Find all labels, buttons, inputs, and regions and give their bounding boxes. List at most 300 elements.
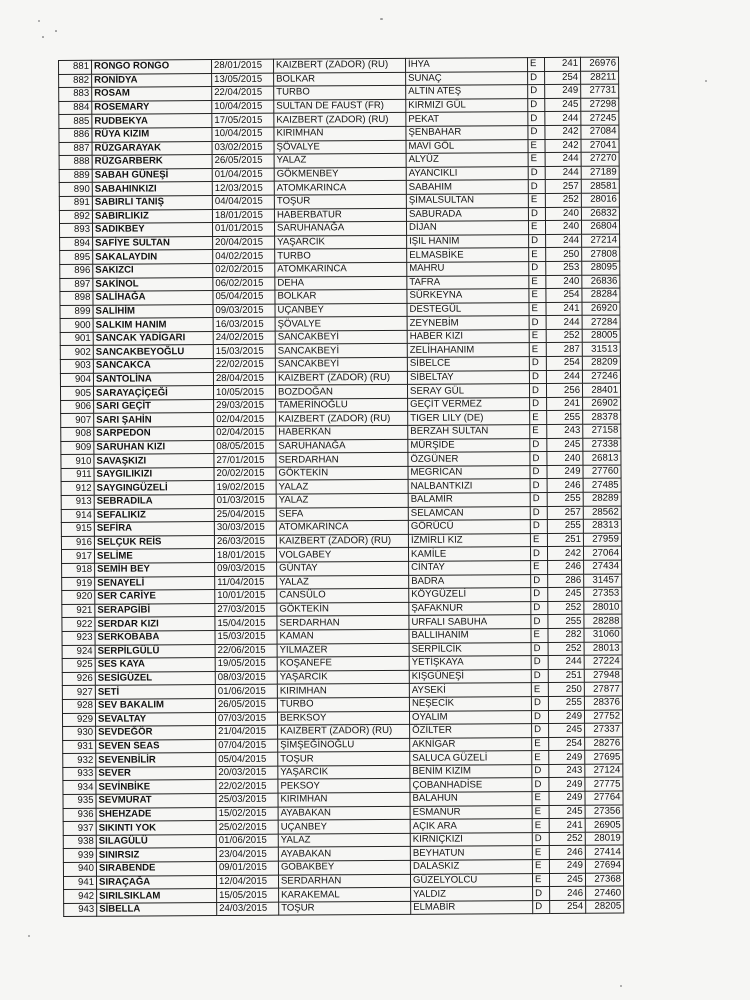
dam-name-cell: MÜRŞİDE <box>408 438 530 452</box>
row-number-cell: 934 <box>63 781 96 795</box>
horse-name-cell: SELÇUK REİS <box>94 535 214 549</box>
dam-name-cell: SÜRKEYNA <box>407 289 529 303</box>
dam-name-cell: YETİŞKAYA <box>409 656 531 670</box>
value-1-cell: 255 <box>547 411 583 425</box>
birth-date-cell: 02/02/2015 <box>213 263 275 277</box>
dam-name-cell: İHYA <box>405 58 527 72</box>
row-number-cell: 883 <box>59 87 92 101</box>
scan-speck <box>620 985 622 987</box>
horse-name-cell: SEFALIKIZ <box>94 508 214 522</box>
sex-code-cell: D <box>531 574 548 588</box>
value-2-cell: 28019 <box>585 832 623 846</box>
birth-date-cell: 04/02/2015 <box>213 249 275 263</box>
value-1-cell: 245 <box>548 587 584 601</box>
sex-code-cell: E <box>530 425 547 439</box>
value-2-cell: 27948 <box>584 669 622 683</box>
sire-name-cell: TURBO <box>275 249 407 263</box>
sire-name-cell: KIRIMHAN <box>277 684 409 698</box>
sex-code-cell: E <box>531 560 548 574</box>
sire-name-cell: GÖKMENBEY <box>274 167 406 181</box>
value-2-cell: 28401 <box>582 383 620 397</box>
value-2-cell: 28562 <box>583 506 621 520</box>
value-2-cell: 26976 <box>580 57 618 71</box>
sire-name-cell: YILMAZER <box>277 643 409 657</box>
sex-code-cell: D <box>530 438 547 452</box>
birth-date-cell: 18/01/2015 <box>212 209 274 223</box>
birth-date-cell: 22/06/2015 <box>215 644 277 658</box>
value-1-cell: 245 <box>545 98 581 112</box>
birth-date-cell: 10/04/2015 <box>212 127 274 141</box>
sex-code-cell: D <box>533 887 550 901</box>
horse-name-cell: SES KAYA <box>95 658 215 672</box>
value-2-cell: 31513 <box>582 343 620 357</box>
value-1-cell: 249 <box>548 710 584 724</box>
row-number-cell: 936 <box>63 808 96 822</box>
scan-speck <box>38 20 40 22</box>
row-number-cell: 929 <box>62 713 95 727</box>
horse-name-cell: SABAH GÜNEŞİ <box>92 168 212 182</box>
row-number-cell: 891 <box>59 196 92 210</box>
row-number-cell: 882 <box>59 74 92 88</box>
value-1-cell: 243 <box>547 424 583 438</box>
dam-name-cell: BALAHUN <box>410 792 532 806</box>
sex-code-cell: D <box>530 452 547 466</box>
dam-name-cell: PEKAT <box>406 112 528 126</box>
sex-code-cell: E <box>532 846 549 860</box>
birth-date-cell: 25/02/2015 <box>216 820 278 834</box>
value-1-cell: 253 <box>546 261 582 275</box>
value-1-cell: 249 <box>549 751 585 765</box>
sex-code-cell: E <box>528 139 545 153</box>
value-1-cell: 251 <box>547 533 583 547</box>
value-2-cell: 27694 <box>585 859 623 873</box>
horse-name-cell: SAKIZCI <box>93 263 213 277</box>
sex-code-cell: E <box>532 737 549 751</box>
sire-name-cell: GÖKTEKİN <box>276 466 408 480</box>
value-1-cell: 250 <box>546 248 582 262</box>
birth-date-cell: 15/03/2015 <box>215 630 277 644</box>
horse-name-cell: SABIRLI TANIŞ <box>92 195 212 209</box>
value-2-cell: 27752 <box>584 710 622 724</box>
sex-code-cell: D <box>531 669 548 683</box>
value-1-cell: 241 <box>547 397 583 411</box>
sex-code-cell: D <box>532 778 549 792</box>
value-2-cell: 27485 <box>583 478 621 492</box>
dam-name-cell: AÇIK ARA <box>410 819 532 833</box>
dam-name-cell: BERZAH SULTAN <box>408 425 530 439</box>
row-number-cell: 887 <box>59 142 92 156</box>
dam-name-cell: KAMİLE <box>408 547 530 561</box>
sire-name-cell: YALAZ <box>278 833 410 847</box>
horse-name-cell: SEVDEĞÖR <box>96 726 216 740</box>
birth-date-cell: 03/02/2015 <box>212 141 274 155</box>
row-number-cell: 941 <box>63 876 96 890</box>
sire-name-cell: ŞÖVALYE <box>275 317 407 331</box>
value-1-cell: 245 <box>549 723 585 737</box>
horse-name-cell: SARUHAN KIZI <box>94 440 214 454</box>
sire-name-cell: UÇANBEY <box>278 820 410 834</box>
horse-name-cell: SARPEDON <box>94 427 214 441</box>
birth-date-cell: 21/04/2015 <box>216 725 278 739</box>
horse-name-cell: SARAYAÇİÇEĞİ <box>93 386 213 400</box>
dam-name-cell: BENİM KIZIM <box>410 764 532 778</box>
dam-name-cell: KIŞGÜNEŞİ <box>409 669 531 683</box>
value-1-cell: 256 <box>546 384 582 398</box>
row-number-cell: 924 <box>62 645 95 659</box>
value-1-cell: 249 <box>545 84 581 98</box>
scan-speck <box>42 36 44 38</box>
dam-name-cell: HABER KIZI <box>407 330 529 344</box>
row-number-cell: 898 <box>60 291 93 305</box>
sex-code-cell: D <box>530 479 547 493</box>
sex-code-cell: D <box>528 112 545 126</box>
value-1-cell: 249 <box>549 859 585 873</box>
value-1-cell: 240 <box>547 452 583 466</box>
value-2-cell: 27731 <box>581 84 619 98</box>
birth-date-cell: 25/03/2015 <box>216 793 278 807</box>
dam-name-cell: KIRNIÇKIZI <box>410 832 532 846</box>
birth-date-cell: 20/03/2015 <box>216 766 278 780</box>
dam-name-cell: MAHRU <box>407 262 529 276</box>
sex-code-cell: D <box>530 520 547 534</box>
scan-speck <box>380 18 383 20</box>
row-number-cell: 925 <box>62 658 95 672</box>
dam-name-cell: YALDIZ <box>411 887 533 901</box>
horse-registry-table <box>58 57 624 918</box>
birth-date-cell: 09/03/2015 <box>213 304 275 318</box>
sire-name-cell: SULTAN DE FAUST (FR) <box>274 99 406 113</box>
row-number-cell: 914 <box>61 509 94 523</box>
horse-name-cell: SEMİH BEY <box>95 563 215 577</box>
dam-name-cell: ELMABİR <box>411 900 533 914</box>
value-1-cell: 255 <box>548 615 584 629</box>
sire-name-cell: TURBO <box>277 697 409 711</box>
sire-name-cell: ŞÖVALYE <box>274 140 406 154</box>
value-1-cell: 252 <box>549 832 585 846</box>
sex-code-cell: D <box>529 357 546 371</box>
row-number-cell: 893 <box>59 223 92 237</box>
dam-name-cell: GEÇİT VERMEZ <box>408 397 530 411</box>
row-number-cell: 935 <box>63 794 96 808</box>
value-2-cell: 27877 <box>584 682 622 696</box>
horse-name-cell: SINIRSIZ <box>96 848 216 862</box>
sex-code-cell: E <box>532 805 549 819</box>
value-2-cell: 28289 <box>583 492 621 506</box>
row-number-cell: 940 <box>63 862 96 876</box>
value-2-cell: 27434 <box>584 560 622 574</box>
birth-date-cell: 15/05/2015 <box>217 888 279 902</box>
dam-name-cell: ZEYNEBİM <box>407 316 529 330</box>
row-number-cell: 942 <box>64 889 97 903</box>
horse-name-cell: ROSEMARY <box>92 100 212 114</box>
value-2-cell: 26832 <box>581 207 619 221</box>
row-number-cell: 938 <box>63 835 96 849</box>
row-number-cell: 932 <box>63 754 96 768</box>
value-2-cell: 27124 <box>585 764 623 778</box>
birth-date-cell: 25/04/2015 <box>214 508 276 522</box>
row-number-cell: 909 <box>61 441 94 455</box>
horse-name-cell: SANCAKBEYOĞLU <box>93 345 213 359</box>
sire-name-cell: GÖKTEKİN <box>277 602 409 616</box>
sire-name-cell: TOŞUR <box>278 752 410 766</box>
birth-date-cell: 11/04/2015 <box>215 576 277 590</box>
sire-name-cell: YAŞARCIK <box>277 670 409 684</box>
sex-code-cell: E <box>529 289 546 303</box>
birth-date-cell: 20/02/2015 <box>214 467 276 481</box>
sire-name-cell: KAIZBERT (ZADOR) (RU) <box>273 58 405 72</box>
row-number-cell: 933 <box>63 767 96 781</box>
sire-name-cell: SANCAKBEYİ <box>275 357 407 371</box>
row-number-cell: 881 <box>59 60 92 74</box>
sex-code-cell: D <box>528 166 545 180</box>
horse-name-cell: SERPİLGÜLÜ <box>95 644 215 658</box>
birth-date-cell: 10/04/2015 <box>212 100 274 114</box>
value-1-cell: 246 <box>550 887 586 901</box>
sex-code-cell: E <box>528 221 545 235</box>
birth-date-cell: 09/01/2015 <box>216 861 278 875</box>
birth-date-cell: 27/01/2015 <box>214 453 276 467</box>
dam-name-cell: ZELİHAHANIM <box>407 343 529 357</box>
value-2-cell: 28205 <box>586 900 624 914</box>
sex-code-cell: E <box>529 329 546 343</box>
dam-name-cell: İZMİRLİ KIZ <box>408 533 530 547</box>
sire-name-cell: YALAZ <box>277 575 409 589</box>
horse-name-cell: SELİME <box>94 549 214 563</box>
value-1-cell: 254 <box>550 900 586 914</box>
value-1-cell: 244 <box>545 152 581 166</box>
birth-date-cell: 01/06/2015 <box>216 834 278 848</box>
dam-name-cell: SERPİLCİK <box>409 642 531 656</box>
horse-name-cell: SERDAR KIZI <box>95 617 215 631</box>
row-number-cell: 888 <box>59 155 92 169</box>
row-number-cell: 931 <box>63 740 96 754</box>
sex-code-cell: D <box>529 384 546 398</box>
value-1-cell: 245 <box>549 805 585 819</box>
sex-code-cell: D <box>531 615 548 629</box>
sex-code-cell: D <box>530 506 547 520</box>
value-2-cell: 27808 <box>582 247 620 261</box>
value-1-cell: 255 <box>547 492 583 506</box>
sex-code-cell: D <box>533 900 550 914</box>
sire-name-cell: YAŞARCIK <box>278 765 410 779</box>
value-1-cell: 257 <box>547 506 583 520</box>
row-number-cell: 928 <box>62 699 95 713</box>
dam-name-cell: BEYHATUN <box>410 846 532 860</box>
value-1-cell: 246 <box>548 560 584 574</box>
sex-code-cell: D <box>530 465 547 479</box>
birth-date-cell: 28/04/2015 <box>213 372 275 386</box>
sire-name-cell: TOŞUR <box>274 194 406 208</box>
sire-name-cell: TOŞUR <box>279 901 411 915</box>
value-1-cell: 241 <box>544 57 580 71</box>
sire-name-cell: GOBAKBEY <box>278 860 410 874</box>
sex-code-cell: D <box>532 724 549 738</box>
dam-name-cell: ŞENBAHAR <box>406 126 528 140</box>
sire-name-cell: KAMAN <box>277 629 409 643</box>
value-2-cell: 27460 <box>586 886 624 900</box>
horse-name-cell: SERAPGİBİ <box>95 603 215 617</box>
sire-name-cell: AYABAKAN <box>278 806 410 820</box>
dam-name-cell: BALAMİR <box>408 493 530 507</box>
value-2-cell: 27064 <box>583 546 621 560</box>
birth-date-cell: 20/04/2015 <box>213 236 275 250</box>
value-1-cell: 282 <box>548 628 584 642</box>
sire-name-cell: SEFA <box>276 507 408 521</box>
horse-name-cell: SABIRLIKIZ <box>92 209 212 223</box>
birth-date-cell: 27/03/2015 <box>215 603 277 617</box>
value-1-cell: 245 <box>547 438 583 452</box>
horse-name-cell: SEV BAKALIM <box>95 698 215 712</box>
sire-name-cell: BERKSOY <box>277 711 409 725</box>
birth-date-cell: 13/05/2015 <box>212 73 274 87</box>
row-number-cell: 910 <box>61 455 94 469</box>
sire-name-cell: CANSÜLO <box>277 589 409 603</box>
horse-name-cell: RUDBEKYA <box>92 114 212 128</box>
value-1-cell: 242 <box>547 547 583 561</box>
dam-name-cell: ALYÜZ <box>406 153 528 167</box>
sex-code-cell: E <box>532 792 549 806</box>
dam-name-cell: SALUCA GÜZELİ <box>410 751 532 765</box>
dam-name-cell: NALBANTKIZI <box>408 479 530 493</box>
sire-name-cell: KAIZBERT (ZADOR) (RU) <box>275 371 407 385</box>
birth-date-cell: 08/03/2015 <box>215 671 277 685</box>
row-number-cell: 923 <box>62 631 95 645</box>
value-2-cell: 27298 <box>581 98 619 112</box>
value-2-cell: 27695 <box>585 750 623 764</box>
sire-name-cell: KAIZBERT (ZADOR) (RU) <box>278 724 410 738</box>
birth-date-cell: 05/04/2015 <box>213 290 275 304</box>
sire-name-cell: TURBO <box>274 86 406 100</box>
row-number-cell: 907 <box>61 414 94 428</box>
dam-name-cell: ŞAFAKNUR <box>409 601 531 615</box>
dam-name-cell: ELMASBİKE <box>407 248 529 262</box>
value-1-cell: 255 <box>548 696 584 710</box>
value-2-cell: 26902 <box>583 397 621 411</box>
value-1-cell: 244 <box>548 655 584 669</box>
value-1-cell: 252 <box>546 329 582 343</box>
horse-name-cell: SHEHZADE <box>96 807 216 821</box>
dam-name-cell: URFALI SABUHA <box>409 615 531 629</box>
horse-name-cell: SANTOLİNA <box>93 372 213 386</box>
sex-code-cell: D <box>531 588 548 602</box>
row-number-cell: 884 <box>59 101 92 115</box>
row-number-cell: 885 <box>59 115 92 129</box>
sire-name-cell: SERDARHAN <box>277 616 409 630</box>
dam-name-cell: ÖZİLTER <box>410 724 532 738</box>
sex-code-cell: E <box>532 873 549 887</box>
sex-code-cell: D <box>529 261 546 275</box>
sex-code-cell: E <box>528 193 545 207</box>
scan-speck <box>28 935 30 937</box>
birth-date-cell: 02/04/2015 <box>214 413 276 427</box>
birth-date-cell: 24/02/2015 <box>213 331 275 345</box>
sex-code-cell: D <box>530 547 547 561</box>
birth-date-cell: 09/03/2015 <box>215 562 277 576</box>
dam-name-cell: ÇOBANHADİSE <box>410 778 532 792</box>
birth-date-cell: 01/03/2015 <box>214 494 276 508</box>
row-number-cell: 943 <box>64 903 97 917</box>
value-2-cell: 31457 <box>584 574 622 588</box>
dam-name-cell: KÖYGÜZELİ <box>409 588 531 602</box>
dam-name-cell: MEGRİCAN <box>408 465 530 479</box>
row-number-cell: 922 <box>62 618 95 632</box>
value-2-cell: 28211 <box>581 71 619 85</box>
row-number-cell: 918 <box>62 563 95 577</box>
value-1-cell: 245 <box>549 873 585 887</box>
horse-name-cell: SAVAŞKIZI <box>94 454 214 468</box>
row-number-cell: 913 <box>61 495 94 509</box>
value-2-cell: 27245 <box>581 111 619 125</box>
dam-name-cell: ESMANUR <box>410 805 532 819</box>
horse-name-cell: SİBELLA <box>97 902 217 916</box>
birth-date-cell: 19/05/2015 <box>215 657 277 671</box>
sire-name-cell: HABERKAN <box>276 425 408 439</box>
sex-code-cell: E <box>532 751 549 765</box>
row-number-cell: 895 <box>60 251 93 265</box>
value-1-cell: 242 <box>545 139 581 153</box>
sex-code-cell: E <box>531 628 548 642</box>
horse-name-cell: SARI ŞAHİN <box>94 413 214 427</box>
sex-code-cell: D <box>531 642 548 656</box>
value-1-cell: 240 <box>545 207 581 221</box>
sire-name-cell: BOLKAR <box>274 72 406 86</box>
dam-name-cell: SİBELCE <box>407 357 529 371</box>
sex-code-cell: D <box>532 764 549 778</box>
scan-speck <box>55 30 57 32</box>
value-1-cell: 244 <box>546 234 582 248</box>
horse-name-cell: SEVER <box>96 766 216 780</box>
row-number-cell: 892 <box>59 210 92 224</box>
value-1-cell: 241 <box>546 302 582 316</box>
birth-date-cell: 06/02/2015 <box>213 277 275 291</box>
dam-name-cell: NEŞECİK <box>409 697 531 711</box>
value-2-cell: 28276 <box>585 737 623 751</box>
value-1-cell: 242 <box>545 125 581 139</box>
horse-name-cell: SAKALAYDIN <box>93 250 213 264</box>
birth-date-cell: 29/03/2015 <box>214 399 276 413</box>
horse-name-cell: SEVALTAY <box>95 712 215 726</box>
horse-name-cell: SEVMURAT <box>96 794 216 808</box>
sire-name-cell: SARUHANAĞA <box>276 439 408 453</box>
value-1-cell: 246 <box>547 479 583 493</box>
birth-date-cell: 15/03/2015 <box>213 345 275 359</box>
value-2-cell: 27041 <box>581 139 619 153</box>
row-number-cell: 921 <box>62 604 95 618</box>
value-2-cell: 28013 <box>584 642 622 656</box>
sire-name-cell: SERDARHAN <box>278 874 410 888</box>
sex-code-cell: D <box>528 98 545 112</box>
value-1-cell: 252 <box>548 642 584 656</box>
horse-name-cell: RONGO RONGO <box>92 60 212 74</box>
birth-date-cell: 23/04/2015 <box>216 848 278 862</box>
value-1-cell: 254 <box>549 737 585 751</box>
value-2-cell: 28288 <box>584 614 622 628</box>
value-2-cell: 28376 <box>584 696 622 710</box>
dam-name-cell: ÖZGÜNER <box>408 452 530 466</box>
value-1-cell: 254 <box>545 71 581 85</box>
value-2-cell: 27270 <box>581 152 619 166</box>
sire-name-cell: PEKSOY <box>278 779 410 793</box>
value-2-cell: 27224 <box>584 655 622 669</box>
value-2-cell: 28095 <box>582 261 620 275</box>
value-2-cell: 26804 <box>581 220 619 234</box>
birth-date-cell: 01/04/2015 <box>212 168 274 182</box>
horse-name-cell: SIKINTI YOK <box>96 821 216 835</box>
value-1-cell: 286 <box>548 574 584 588</box>
value-1-cell: 252 <box>548 601 584 615</box>
birth-date-cell: 08/05/2015 <box>214 440 276 454</box>
value-1-cell: 244 <box>546 316 582 330</box>
